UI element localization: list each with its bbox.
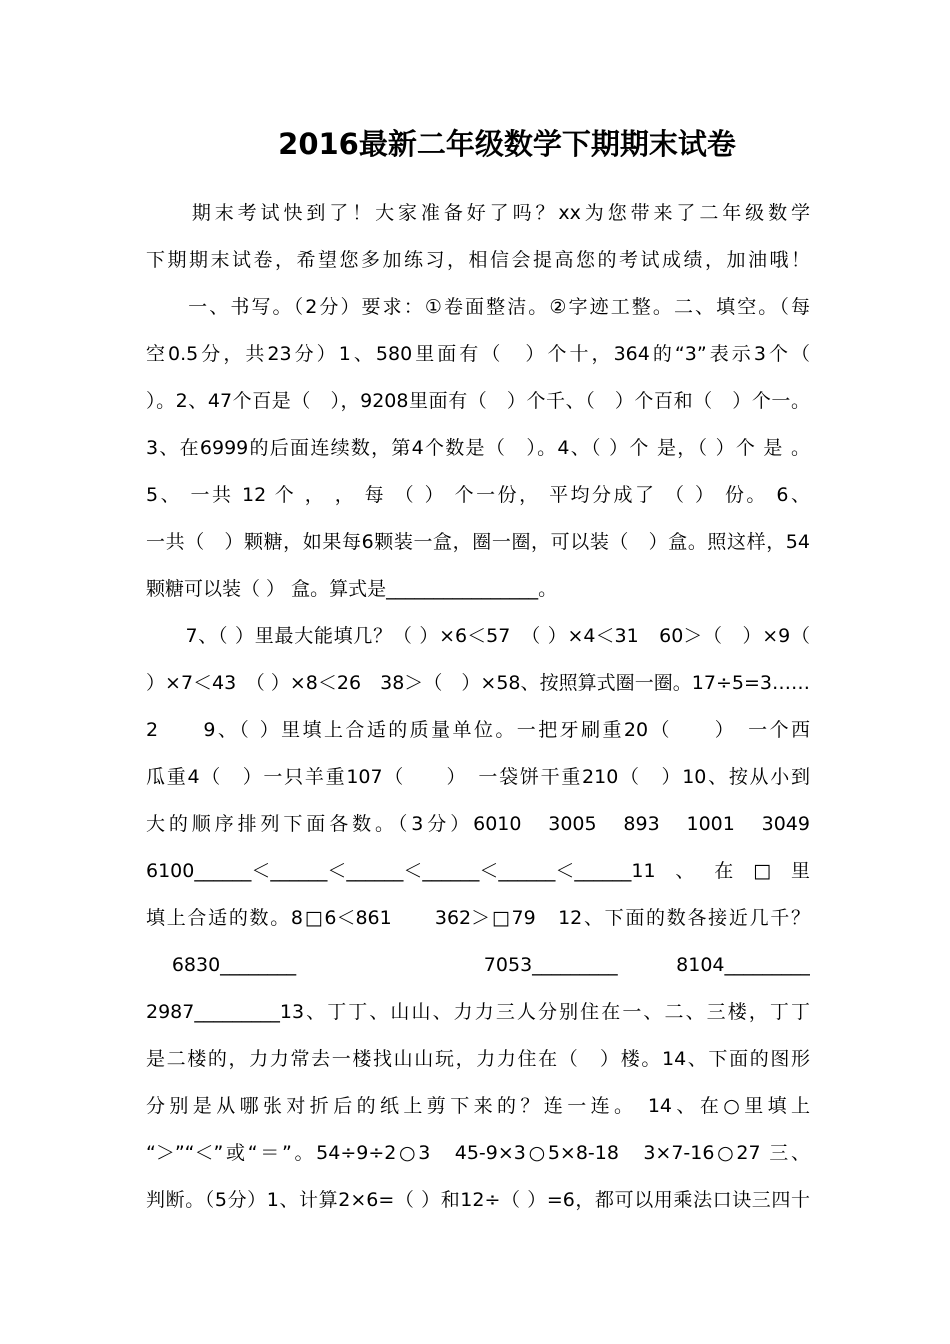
text-line: 3、在6999的后面连续数，第4个数是（ ）。4、（ ）个 是，（ ）个 是 。	[146, 437, 810, 459]
text-line: “＞”“＜”或“＝”。54÷9÷2○3 45-9×3○5×8-18 3×7-16○27 三、	[146, 1142, 810, 1164]
text-line: 是二楼的，力力常去一楼找山山玩，力力住在（ ）楼。14、下面的图形	[146, 1048, 810, 1070]
text-line: 6100______＜______＜______＜______＜______＜______11、在□里	[146, 860, 810, 882]
text-line: 一、书写。（2分）要求：①卷面整洁。②字迹工整。二、填空。（每	[146, 296, 810, 318]
text-line: 填上合适的数。8□6＜861 362＞□79 12、下面的数各接近几千？	[146, 907, 810, 929]
text-line: 瓜重4（ ）一只羊重107（ ） 一袋饼干重210（ ）10、按从小到	[146, 766, 810, 788]
text-line: 下期期末试卷，希望您多加练习，相信会提高您的考试成绩，加油哦！	[146, 249, 810, 271]
text-line: 分别是从哪张对折后的纸上剪下来的？连一连。 14、在○里填上	[146, 1095, 810, 1117]
text-line: 大的顺序排列下面各数。（3分）6010 3005 893 1001 3049	[146, 813, 810, 835]
document-title: 2016最新二年级数学下期期末试卷	[278, 127, 736, 161]
text-line: 期末考试快到了！大家准备好了吗？xx为您带来了二年级数学	[146, 202, 810, 224]
text-line: 空0.5分，共23分）1、580里面有（ ）个十，364的“3”表示3个（	[146, 343, 810, 365]
text-line: 一共（ ）颗糖，如果每6颗装一盒，圈一圈，可以装（ ）盒。照这样，54	[146, 531, 810, 553]
text-line: 2987_________13、丁丁、山山、力力三人分别住在一、二、三楼，丁丁	[146, 1001, 810, 1023]
text-line: 6830________ 7053_________ 8104_________	[146, 954, 810, 976]
text-line: ）。2、47个百是（ ），9208里面有（ ）个千、（ ）个百和（ ）个一。	[146, 390, 810, 412]
text-line: ）×7＜43 （ ）×8＜26 38＞（ ）×58、按照算式圈一圈。17÷5=3……	[146, 672, 810, 694]
text-line: 判断。（5分）1、计算2×6=（ ）和12÷（ ）=6，都可以用乘法口诀三四十	[146, 1189, 810, 1211]
text-line: 2 9、（ ）里填上合适的质量单位。一把牙刷重20（ ） 一个西	[146, 719, 810, 741]
text-line: 5、 一共 12 个 ， ， 每 （ ） 个一份， 平均分成了 （ ） 份。 6、	[146, 484, 810, 506]
text-line: 颗糖可以装（ ） 盒。算式是________________。	[146, 578, 558, 600]
text-line: 7、（ ）里最大能填几？（ ）×6＜57 （ ）×4＜31 60＞（ ）×9（	[146, 625, 810, 647]
document-body	[146, 190, 810, 1224]
